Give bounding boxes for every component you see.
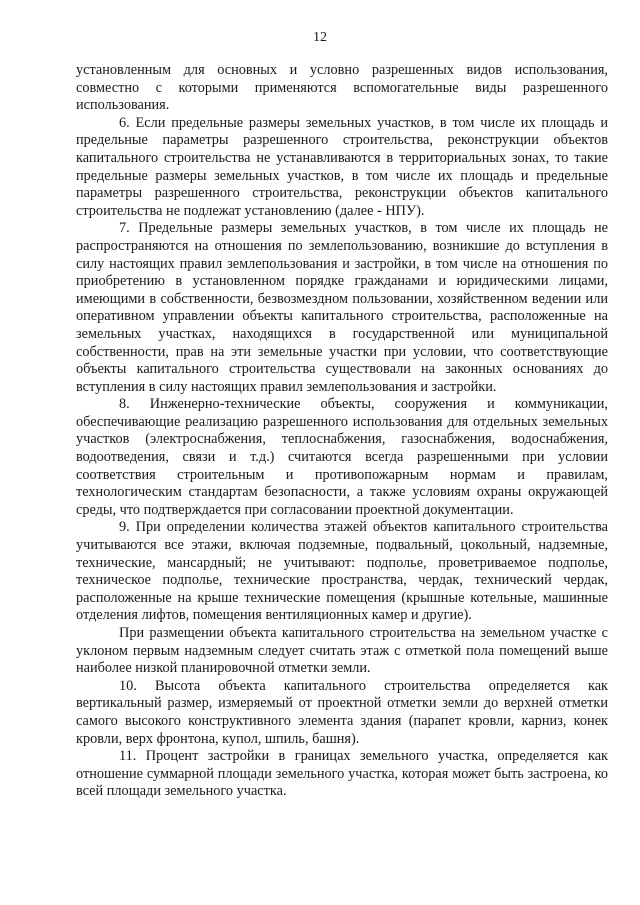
paragraph-item-6: 6. Если предельные размеры земельных участков, в том числе их площадь и предельные параметры разрешенного строительства, реконструкции объектов капитального строительства не устанавливаются в территориальных зонах, то такие предельные размеры земельных участков, в том числе их площадь и предельные параметры разрешенного строительства, реконструкции объектов капитального строительства не подлежат установлению (далее - НПУ). — [76, 114, 608, 219]
paragraph-item-10: 10. Высота объекта капитального строительства определяется как вертикальный размер, измеряемый от проектной отметки земли до верхней отметки самого высокого конструктивного элемента здания (парапет кровли, карниз, конек кровли, верх фронтона, купол, шпиль, башня). — [76, 677, 608, 747]
paragraph-continuation: установленным для основных и условно разрешенных видов использования, совместно с которыми применяются вспомогательные виды разрешенного использования. — [76, 62, 608, 114]
paragraph-item-11: 11. Процент застройки в границах земельного участка, определяется как отношение суммарной площади земельного участка, которая может быть застроена, ко всей площади земельного участка. — [76, 748, 608, 800]
paragraph-item-7: 7. Предельные размеры земельных участков, в том числе их площадь не распространяются на отношения по землепользованию, возникшие до вступления в силу настоящих правил землепользования и застройки, в том числе на отношения по приобретению в установленном порядке гражданами и юридическими лицами, имеющими в собственности, безвозмездном пользовании, хозяйственном ведении или оперативном управлении объекты капитального строительства, расположенные на земельных участках, находящихся в государственной или муниципальной собственности, прав на эти земельные участки при условии, что соответствующие объекты капитального строительства существовали на законных основаниях до вступления в силу настоящих правил землепользования и застройки. — [76, 220, 608, 395]
paragraph-item-9: 9. При определении количества этажей объектов капитального строительства учитываются все этажи, включая подземные, подвальный, цокольный, надземные, технические, мансардный; не учитывают: подполье, проветриваемое подполье, техническое подполье, технические пространства, чердак, технический чердак, расположенные на крыше технические помещения (крышные котельные, машинные отделения лифтов, помещения вентиляционных камер и другие). — [76, 519, 608, 624]
document-body — [76, 62, 608, 801]
paragraph-item-9-note: При размещении объекта капитального строительства на земельном участке с уклоном первым надземным следует считать этаж с отметкой пола помещений выше наиболее низкой планировочной отметки земли. — [76, 625, 608, 677]
page-number: 12 — [313, 30, 327, 45]
paragraph-item-8: 8. Инженерно-технические объекты, сооружения и коммуникации, обеспечивающие реализацию разрешенного использования для отдельных земельных участков (электроснабжения, теплоснабжения, газоснабжения, водоснабжения, водоотведения, связи и т.д.) считаются всегда разрешенными при условии соответствия строительным и противопожарным нормам и правилам, технологическим стандартам безопасности, а также условиям охраны окружающей среды, что подтверждается при согласовании проектной документации. — [76, 396, 608, 518]
